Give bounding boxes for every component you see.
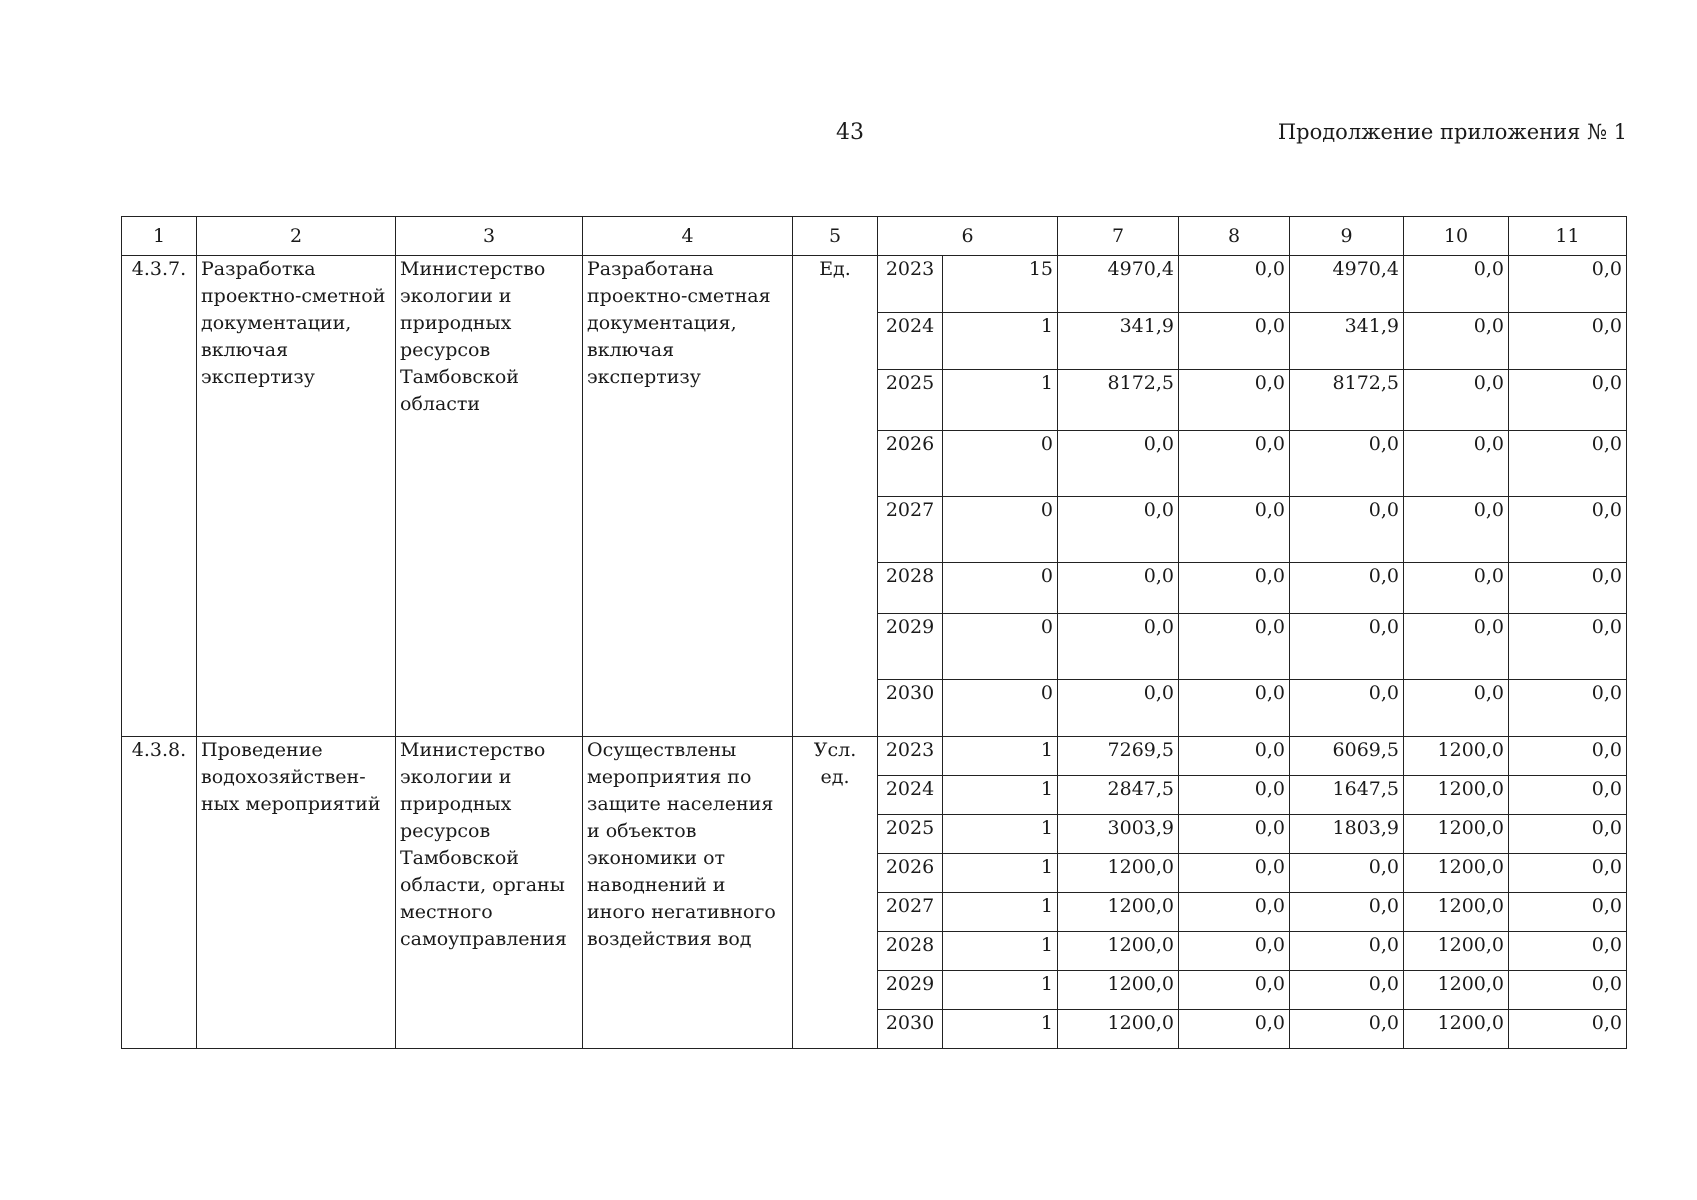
col10-value: 1200,0 — [1404, 737, 1509, 776]
col10-value: 0,0 — [1404, 313, 1509, 370]
col11-value: 0,0 — [1509, 256, 1627, 313]
col10-value: 0,0 — [1404, 680, 1509, 737]
col11-value: 0,0 — [1509, 893, 1627, 932]
col10-value: 1200,0 — [1404, 932, 1509, 971]
col9-value: 1803,9 — [1290, 815, 1404, 854]
year-cell: 2030 — [878, 1010, 943, 1049]
quantity-cell: 1 — [943, 370, 1058, 431]
col8-value: 0,0 — [1179, 971, 1290, 1010]
page-caption: Продолжение приложения № 1 — [1277, 120, 1627, 144]
col10-value: 0,0 — [1404, 431, 1509, 497]
col7-value: 1200,0 — [1058, 971, 1179, 1010]
year-cell: 2028 — [878, 563, 943, 614]
col-header-3: 3 — [396, 217, 583, 256]
col9-value: 0,0 — [1290, 854, 1404, 893]
quantity-cell: 15 — [943, 256, 1058, 313]
col-header-11: 11 — [1509, 217, 1627, 256]
col8-value: 0,0 — [1179, 614, 1290, 680]
col9-value: 4970,4 — [1290, 256, 1404, 313]
quantity-cell: 0 — [943, 431, 1058, 497]
col-header-2: 2 — [197, 217, 396, 256]
col-header-4: 4 — [583, 217, 793, 256]
year-cell: 2029 — [878, 971, 943, 1010]
col8-value: 0,0 — [1179, 680, 1290, 737]
col7-value: 2847,5 — [1058, 776, 1179, 815]
col7-value: 8172,5 — [1058, 370, 1179, 431]
col-header-6: 6 — [878, 217, 1058, 256]
col8-value: 0,0 — [1179, 932, 1290, 971]
col10-value: 0,0 — [1404, 256, 1509, 313]
col9-value: 0,0 — [1290, 614, 1404, 680]
table-row — [122, 737, 1627, 776]
col11-value: 0,0 — [1509, 971, 1627, 1010]
col-header-7: 7 — [1058, 217, 1179, 256]
col7-value: 0,0 — [1058, 431, 1179, 497]
col11-value: 0,0 — [1509, 313, 1627, 370]
col7-value: 1200,0 — [1058, 893, 1179, 932]
col11-value: 0,0 — [1509, 932, 1627, 971]
col10-value: 0,0 — [1404, 370, 1509, 431]
col9-value: 0,0 — [1290, 893, 1404, 932]
col8-value: 0,0 — [1179, 776, 1290, 815]
col9-value: 0,0 — [1290, 680, 1404, 737]
col11-value: 0,0 — [1509, 737, 1627, 776]
col9-value: 341,9 — [1290, 313, 1404, 370]
col9-value: 6069,5 — [1290, 737, 1404, 776]
col11-value: 0,0 — [1509, 563, 1627, 614]
year-cell: 2023 — [878, 256, 943, 313]
col8-value: 0,0 — [1179, 1010, 1290, 1049]
year-cell: 2023 — [878, 737, 943, 776]
item-code: 4.3.7. — [122, 256, 197, 737]
item-executor: Министерство экологии и природных ресурсов Тамбовской области, органы местного самоуправления — [396, 737, 583, 1049]
col9-value: 1647,5 — [1290, 776, 1404, 815]
col10-value: 0,0 — [1404, 614, 1509, 680]
col8-value: 0,0 — [1179, 431, 1290, 497]
col7-value: 7269,5 — [1058, 737, 1179, 776]
quantity-cell: 0 — [943, 680, 1058, 737]
page-number: 43 — [836, 120, 864, 145]
col11-value: 0,0 — [1509, 370, 1627, 431]
col8-value: 0,0 — [1179, 313, 1290, 370]
quantity-cell: 1 — [943, 313, 1058, 370]
col-header-8: 8 — [1179, 217, 1290, 256]
col10-value: 1200,0 — [1404, 854, 1509, 893]
col-header-9: 9 — [1290, 217, 1404, 256]
col8-value: 0,0 — [1179, 854, 1290, 893]
col7-value: 341,9 — [1058, 313, 1179, 370]
col-header-10: 10 — [1404, 217, 1509, 256]
year-cell: 2026 — [878, 854, 943, 893]
col11-value: 0,0 — [1509, 1010, 1627, 1049]
col10-value: 1200,0 — [1404, 776, 1509, 815]
quantity-cell: 1 — [943, 815, 1058, 854]
col11-value: 0,0 — [1509, 815, 1627, 854]
col7-value: 0,0 — [1058, 614, 1179, 680]
quantity-cell: 1 — [943, 776, 1058, 815]
col11-value: 0,0 — [1509, 431, 1627, 497]
year-cell: 2027 — [878, 893, 943, 932]
col9-value: 0,0 — [1290, 971, 1404, 1010]
col10-value: 1200,0 — [1404, 971, 1509, 1010]
item-executor: Министерство экологии и природных ресурсов Тамбовской области — [396, 256, 583, 737]
col7-value: 1200,0 — [1058, 1010, 1179, 1049]
col-header-5: 5 — [793, 217, 878, 256]
col9-value: 0,0 — [1290, 431, 1404, 497]
item-code: 4.3.8. — [122, 737, 197, 1049]
item-result: Осуществлены мероприятия по защите населения и объектов экономики от наводнений и иного негативного воздействия вод — [583, 737, 793, 1049]
col10-value: 1200,0 — [1404, 1010, 1509, 1049]
quantity-cell: 1 — [943, 737, 1058, 776]
col8-value: 0,0 — [1179, 256, 1290, 313]
year-cell: 2030 — [878, 680, 943, 737]
col8-value: 0,0 — [1179, 497, 1290, 563]
col8-value: 0,0 — [1179, 737, 1290, 776]
year-cell: 2029 — [878, 614, 943, 680]
quantity-cell: 1 — [943, 971, 1058, 1010]
col7-value: 0,0 — [1058, 497, 1179, 563]
col7-value: 3003,9 — [1058, 815, 1179, 854]
col7-value: 0,0 — [1058, 563, 1179, 614]
col11-value: 0,0 — [1509, 497, 1627, 563]
year-cell: 2027 — [878, 497, 943, 563]
col8-value: 0,0 — [1179, 815, 1290, 854]
col7-value: 0,0 — [1058, 680, 1179, 737]
year-cell: 2028 — [878, 932, 943, 971]
quantity-cell: 0 — [943, 497, 1058, 563]
col10-value: 0,0 — [1404, 563, 1509, 614]
col7-value: 4970,4 — [1058, 256, 1179, 313]
col8-value: 0,0 — [1179, 370, 1290, 431]
col9-value: 8172,5 — [1290, 370, 1404, 431]
program-table — [121, 216, 1627, 1049]
col11-value: 0,0 — [1509, 614, 1627, 680]
col10-value: 1200,0 — [1404, 815, 1509, 854]
year-cell: 2025 — [878, 815, 943, 854]
item-unit: Усл. ед. — [793, 737, 878, 1049]
item-unit: Ед. — [793, 256, 878, 737]
col7-value: 1200,0 — [1058, 932, 1179, 971]
col7-value: 1200,0 — [1058, 854, 1179, 893]
col9-value: 0,0 — [1290, 563, 1404, 614]
item-name: Разработка проектно-сметной документации, включая экспертизу — [197, 256, 396, 737]
item-result: Разработана проектно-сметная документация, включая экспертизу — [583, 256, 793, 737]
col9-value: 0,0 — [1290, 497, 1404, 563]
col9-value: 0,0 — [1290, 1010, 1404, 1049]
header-row — [122, 217, 1627, 256]
item-name: Проведение водохозяйствен-ных мероприятий — [197, 737, 396, 1049]
quantity-cell: 1 — [943, 932, 1058, 971]
col10-value: 0,0 — [1404, 497, 1509, 563]
col9-value: 0,0 — [1290, 932, 1404, 971]
year-cell: 2026 — [878, 431, 943, 497]
col11-value: 0,0 — [1509, 854, 1627, 893]
quantity-cell: 1 — [943, 893, 1058, 932]
quantity-cell: 0 — [943, 563, 1058, 614]
quantity-cell: 0 — [943, 614, 1058, 680]
year-cell: 2024 — [878, 776, 943, 815]
year-cell: 2025 — [878, 370, 943, 431]
col8-value: 0,0 — [1179, 893, 1290, 932]
quantity-cell: 1 — [943, 1010, 1058, 1049]
col11-value: 0,0 — [1509, 680, 1627, 737]
col11-value: 0,0 — [1509, 776, 1627, 815]
table-row — [122, 256, 1627, 313]
col8-value: 0,0 — [1179, 563, 1290, 614]
col10-value: 1200,0 — [1404, 893, 1509, 932]
col-header-1: 1 — [122, 217, 197, 256]
quantity-cell: 1 — [943, 854, 1058, 893]
year-cell: 2024 — [878, 313, 943, 370]
